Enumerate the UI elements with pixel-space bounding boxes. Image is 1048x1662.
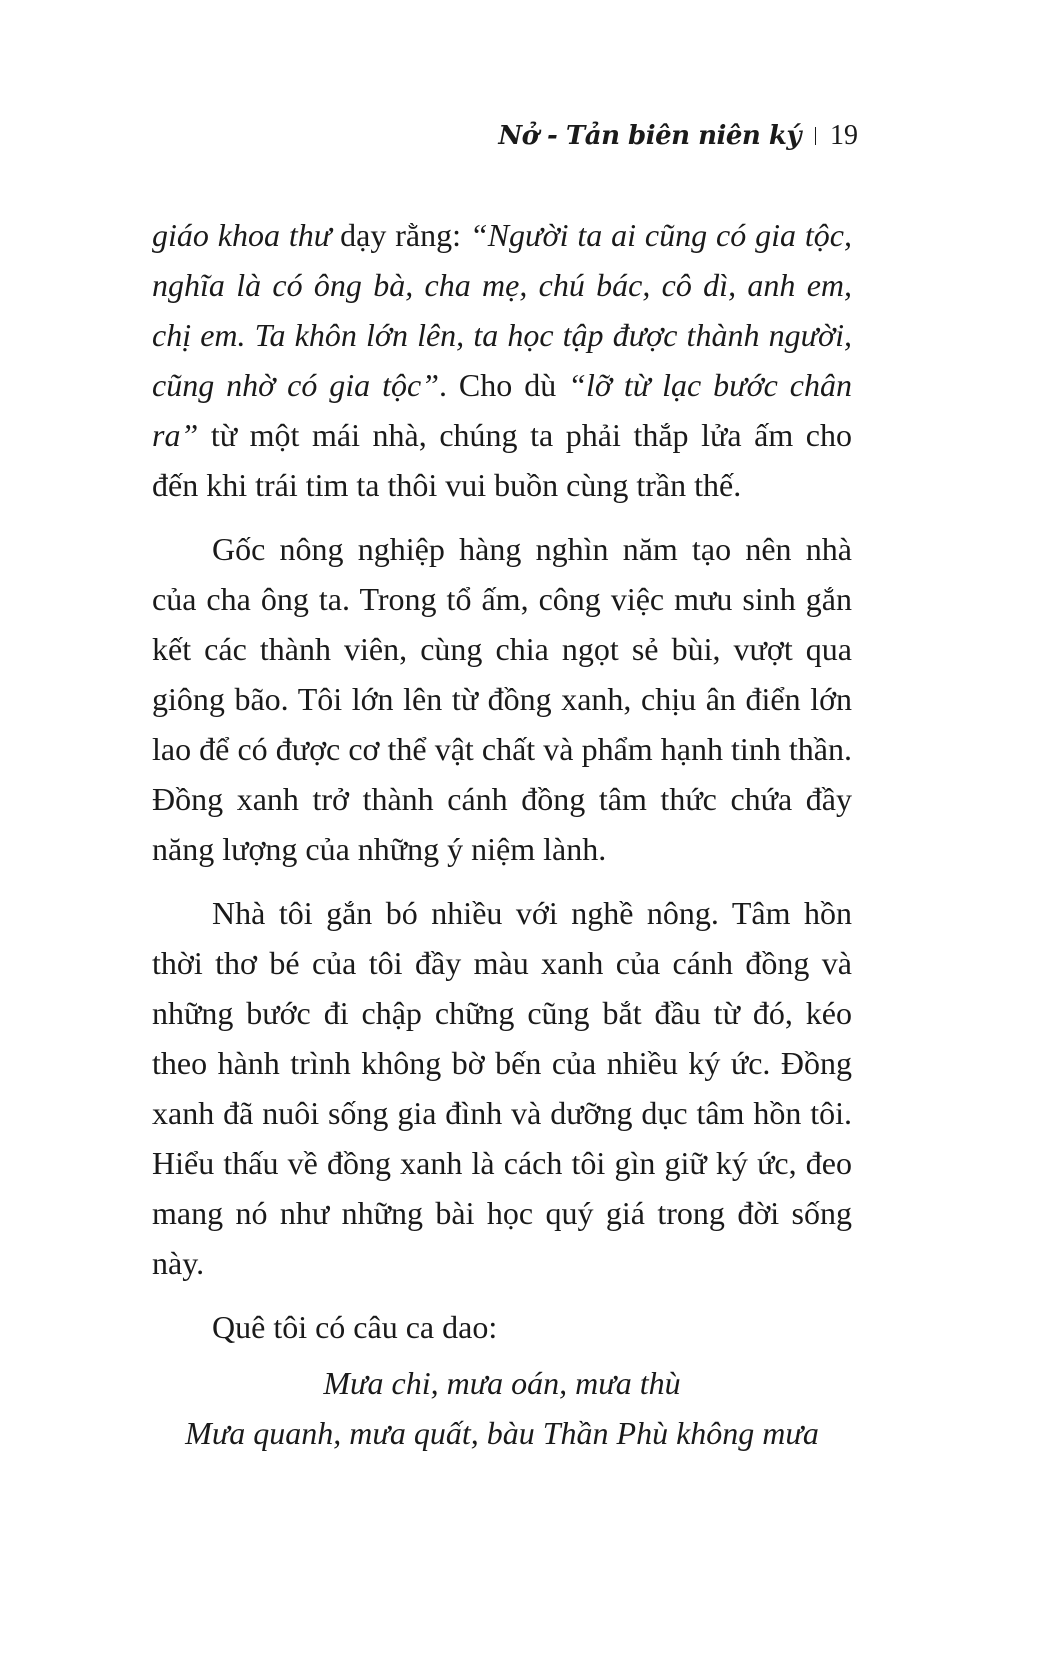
running-head [498, 120, 858, 152]
verse-line-2: Mưa quanh, mưa quất, bàu Thần Phù không mưa [185, 1415, 819, 1451]
paragraph-4: Quê tôi có câu ca dao: [212, 1309, 498, 1345]
paragraph-1-text-a: dạy rằng: [331, 217, 470, 253]
folk-verse [152, 1358, 852, 1458]
verse-line-1: Mưa chi, mưa oán, mưa thù [323, 1365, 681, 1401]
paragraph-1-text-b: . Cho dù [439, 367, 569, 403]
paragraph-1-italic-book-name: giáo khoa thư [152, 217, 332, 253]
header-divider [815, 127, 816, 145]
paragraph-1-italic-quote: “Người ta ai cũng có gia tộc, nghĩa là có ông bà, cha mẹ, chú bác, cô dì, anh em, chị em. Ta khôn lớn lên, ta học tập được thành người, cũng nhờ có gia tộc” [152, 217, 853, 403]
paragraph-1-text-c: từ một mái nhà, chúng ta phải thắp lửa ấm cho đến khi trái tim ta thôi vui buồn cùng trần thế. [152, 417, 852, 503]
page-number: 19 [830, 120, 858, 151]
paragraph-3: Nhà tôi gắn bó nhiều với nghề nông. Tâm hồn thời thơ bé của tôi đầy màu xanh của cánh đồng và những bước đi chập chững cũng bắt đầu từ đó, kéo theo hành trình không bờ bến của nhiều ký ức. Đồng xanh đã nuôi sống gia đình và dưỡng dục tâm hồn tôi. Hiểu thấu về đồng xanh là cách tôi gìn giữ ký ức, đeo mang nó như những bài học quý giá trong đời sống này. [152, 895, 852, 1281]
paragraph-2: Gốc nông nghiệp hàng nghìn năm tạo nên nhà của cha ông ta. Trong tổ ấm, công việc mưu sinh gắn kết các thành viên, cùng chia ngọt sẻ bùi, vượt qua giông bão. Tôi lớn lên từ đồng xanh, chịu ân điển lớn lao để có được cơ thể vật chất và phẩm hạnh tinh thần. Đồng xanh trở thành cánh đồng tâm thức chứa đầy năng lượng của những ý niệm lành. [152, 531, 852, 867]
book-title: Nở - Tản biên niên ký [498, 121, 801, 151]
paragraph-1-italic-phrase: “lỡ từ lạc bước chân ra” [152, 367, 853, 453]
paragraph-1 [152, 210, 852, 510]
body-text [152, 210, 852, 1366]
